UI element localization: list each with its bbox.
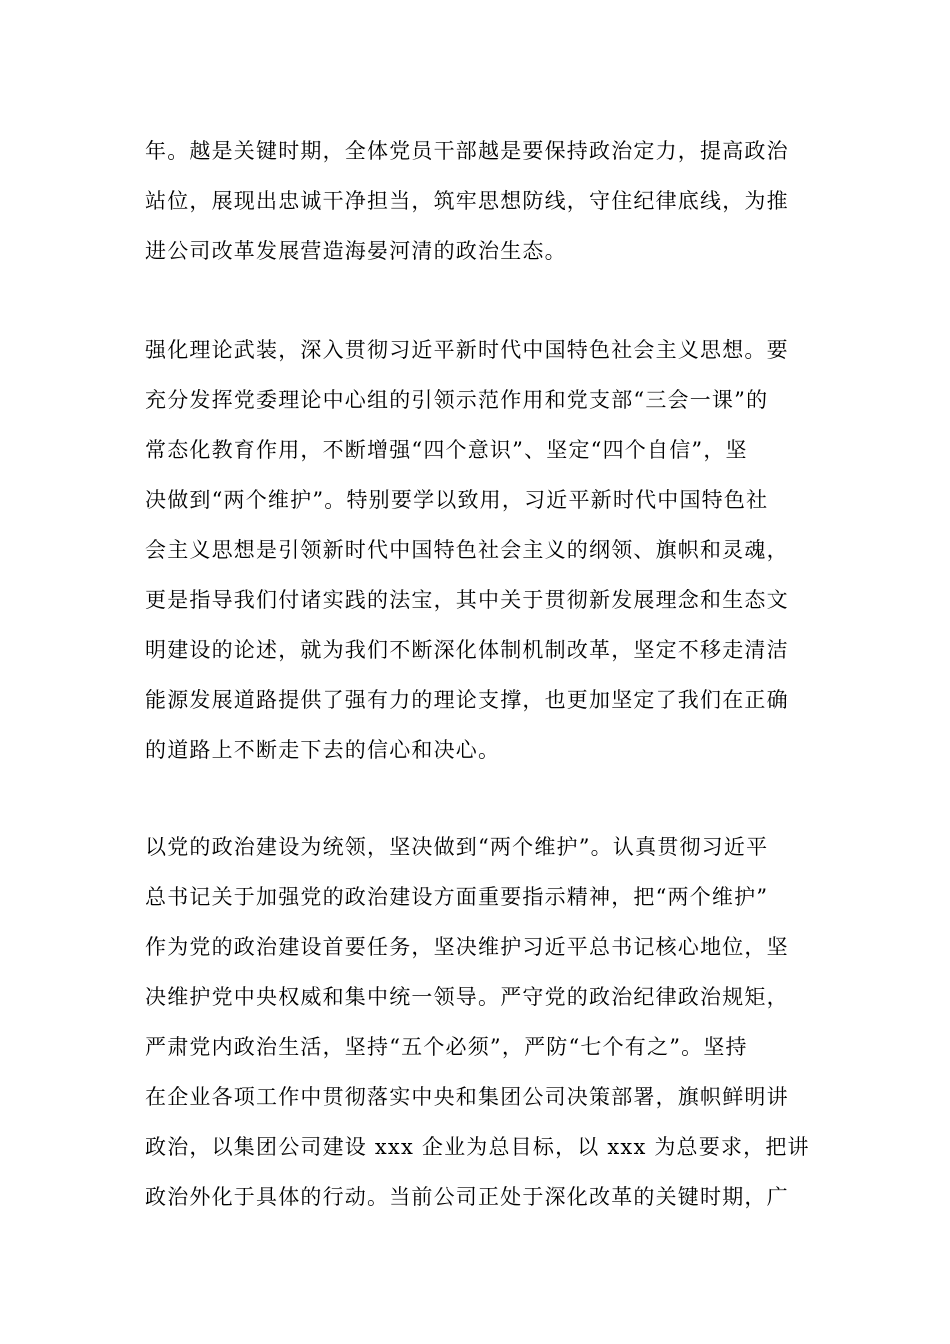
text-line: 政治外化于具体的行动。当前公司正处于深化改革的关键时期，广 bbox=[145, 1185, 789, 1209]
text-line: 更是指导我们付诸实践的法宝，其中关于贯彻新发展理念和生态文 bbox=[145, 588, 789, 612]
text-line: 总书记关于加强党的政治建设方面重要指示精神，把“两个维护” bbox=[145, 885, 769, 909]
text-line: 充分发挥党委理论中心组的引领示范作用和党支部“三会一课”的 bbox=[145, 388, 769, 412]
text-line: 进公司改革发展营造海晏河清的政治生态。 bbox=[145, 239, 567, 263]
text-line: 作为党的政治建设首要任务，坚决维护习近平总书记核心地位，坚 bbox=[145, 935, 789, 959]
text-line: 会主义思想是引领新时代中国特色社会主义的纲领、旗帜和灵魂， bbox=[145, 538, 789, 562]
text-line: 常态化教育作用，不断增强“四个意识”、坚定“四个自信”，坚 bbox=[145, 438, 748, 462]
text-line: 能源发展道路提供了强有力的理论支撑，也更加坚定了我们在正确 bbox=[145, 688, 789, 712]
text-line: 明建设的论述，就为我们不断深化体制机制改革，坚定不移走清洁 bbox=[145, 638, 789, 662]
text-line: 决维护党中央权威和集中统一领导。严守党的政治纪律政治规矩， bbox=[145, 985, 789, 1009]
text-line: 决做到“两个维护”。特别要学以致用，习近平新时代中国特色社 bbox=[145, 488, 769, 512]
text-line: 以党的政治建设为统领，坚决做到“两个维护”。认真贯彻习近平 bbox=[145, 835, 769, 859]
text-line: 强化理论武装，深入贯彻习近平新时代中国特色社会主义思想。要 bbox=[145, 338, 789, 362]
text-line: 站位，展现出忠诚干净担当，筑牢思想防线，守住纪律底线，为推 bbox=[145, 189, 789, 213]
text-line: 政治，以集团公司建设 xxx 企业为总目标，以 xxx 为总要求，把讲 bbox=[145, 1135, 810, 1159]
paragraph-3 bbox=[145, 822, 810, 1222]
text-line: 在企业各项工作中贯彻落实中央和集团公司决策部署，旗帜鲜明讲 bbox=[145, 1085, 789, 1109]
paragraph-2 bbox=[145, 325, 810, 775]
text-line: 年。越是关键时期，全体党员干部越是要保持政治定力，提高政治 bbox=[145, 139, 789, 163]
paragraph-1 bbox=[145, 126, 810, 276]
text-line: 严肃党内政治生活，坚持“五个必须”，严防“七个有之”。坚持 bbox=[145, 1035, 748, 1059]
text-line: 的道路上不断走下去的信心和决心。 bbox=[145, 738, 501, 762]
